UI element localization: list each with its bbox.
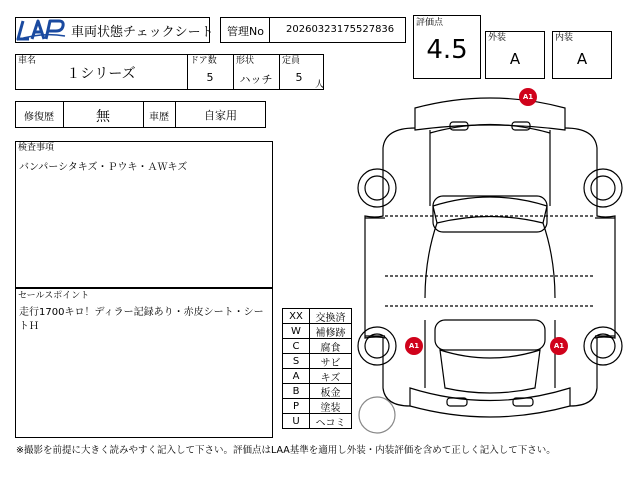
legend-code: XX <box>282 309 310 324</box>
legend-code: P <box>282 399 310 414</box>
legend-meaning: 板金 <box>310 384 352 399</box>
shape-label: 形状 <box>236 56 255 66</box>
score-value: 4.5 <box>426 35 468 65</box>
car-name-label: 車名 <box>18 56 37 66</box>
legend-meaning: 腐食 <box>310 339 352 354</box>
usage-value: 自家用 <box>204 109 237 122</box>
car-name-value: １シリーズ <box>66 66 136 82</box>
legend-meaning: 交換済 <box>310 309 352 324</box>
footer-note: ※撮影を前提に大きく読みやすく記入して下さい。評価点はLAA基準を適用し外装・内装評価を含めて正しく記入して下さい。 <box>16 445 556 456</box>
legend-row <box>282 369 352 384</box>
inspection-label: 検査事項 <box>18 143 55 153</box>
legend-row <box>282 354 352 369</box>
selling-points-label: セールスポイント <box>18 291 90 301</box>
legend-table <box>282 308 352 430</box>
legend-code: S <box>282 354 310 369</box>
legend-row <box>282 384 352 399</box>
capacity-label: 定員 <box>282 56 301 66</box>
legend-row <box>282 339 352 354</box>
repair-value: 無 <box>96 109 110 125</box>
interior-value: A <box>576 50 588 68</box>
capacity-unit: 人 <box>315 80 325 90</box>
legend-meaning: キズ <box>310 369 352 384</box>
doors-value: 5 <box>206 71 214 84</box>
damage-mark-front: A1 <box>519 88 537 106</box>
legend-row <box>282 324 352 339</box>
legend-code: C <box>282 339 310 354</box>
legend-row <box>282 399 352 414</box>
capacity-value: 5 <box>295 71 303 84</box>
mgmt-divider <box>269 17 270 43</box>
legend-meaning: ヘコミ <box>310 414 352 429</box>
shape-value: ハッチ <box>239 73 273 86</box>
mgmt-label: 管理No <box>227 25 264 38</box>
score-label: 評価点 <box>416 18 444 28</box>
exterior-value: A <box>509 50 521 68</box>
legend-code: U <box>282 414 310 429</box>
legend-row <box>282 414 352 429</box>
legend-meaning: サビ <box>310 354 352 369</box>
legend-code: A <box>282 369 310 384</box>
repair-label: 修復歴 <box>24 112 54 123</box>
car-diagram <box>355 88 625 438</box>
damage-mark-rear-right: A1 <box>550 337 568 355</box>
sheet-title: 車両状態チェックシート <box>71 25 214 40</box>
inspection-text: バンパーシタキズ・Ｐウキ・ＡＷキズ <box>19 162 188 173</box>
legend-meaning: 補修跡 <box>310 324 352 339</box>
usage-label: 車歴 <box>149 112 169 123</box>
legend-meaning: 塗装 <box>310 399 352 414</box>
mgmt-value: 20260323175527836 <box>286 24 395 35</box>
doors-label: ドア数 <box>190 56 217 66</box>
interior-label: 内装 <box>555 33 574 43</box>
legend-code: W <box>282 324 310 339</box>
legend-row <box>282 309 352 324</box>
exterior-label: 外装 <box>488 33 507 43</box>
damage-mark-rear-left: A1 <box>405 337 423 355</box>
legend-code: B <box>282 384 310 399</box>
selling-points-text: 走行1700キロ！ディラー記録あり・赤皮シート・シートＨ <box>19 307 264 332</box>
